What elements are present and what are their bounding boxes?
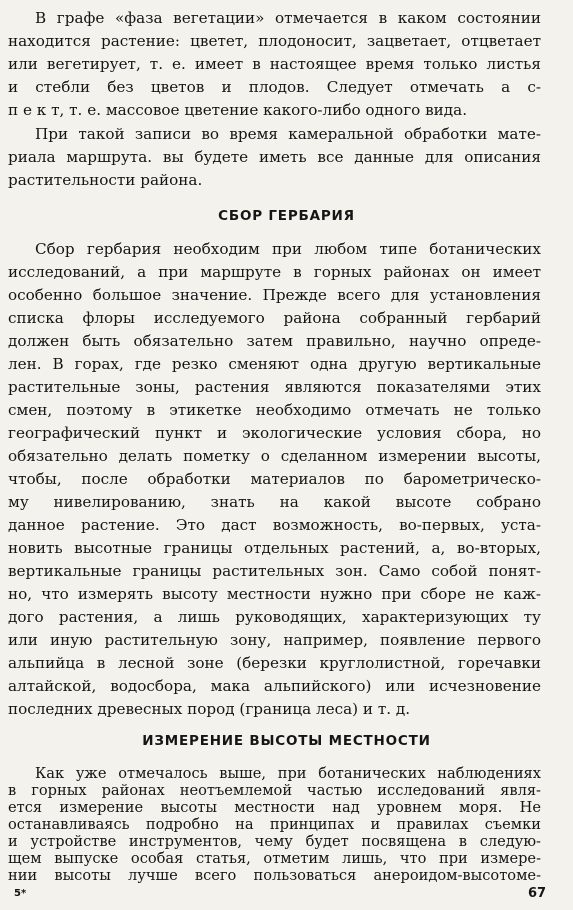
text-line: В графе «фаза вегетации» отмечается в каком состоянии [35,9,541,27]
text-line: нии высоты лучше всего пользоваться анероидом-высотоме- [8,867,541,884]
signature-mark: 5* [14,888,27,899]
text-line: и стебли без цветов и плодов. Следует отмечать а с- [8,78,541,96]
text-line: п е к т, т. е. массовое цветение какого-либо одного вида. [8,101,468,119]
text-line: лен. В горах, где резко сменяют одна другую вертикальные [8,355,541,373]
text-line: и устройстве инструментов, чему будет посвящена в следую- [8,833,541,850]
text-line: новить высотные границы отдельных растений, а, во-вторых, [8,539,541,557]
text-line: или вегетирует, т. е. имеет в настоящее время только листья [8,55,541,73]
text-line: растительные зоны, растения являются показателями этих [8,378,541,396]
section-heading-altitude-measurement: ИЗМЕРЕНИЕ ВЫСОТЫ МЕСТНОСТИ [142,733,431,749]
text-line: последних древесных пород (граница леса) и т. д. [8,700,411,718]
text-line: риала маршрута. вы будете иметь все данные для описания [8,148,541,166]
text-line: данное растение. Это даст возможность, во-первых, уста- [8,516,541,534]
text-line: растительности района. [8,171,203,189]
text-line: или иную растительную зону, например, появление первого [8,631,541,649]
text-line: географический пункт и экологические условия сбора, но [8,424,541,442]
text-line: альпийца в лесной зоне (березки круглолистной, горечавки [8,654,541,672]
text-line: останавливаясь подробно на принципах и правилах съемки [8,816,541,833]
text-line: щем выпуске особая статья, отметим лишь, что при измере- [8,850,541,867]
text-line: При такой записи во время камеральной обработки мате- [35,125,541,143]
text-line: Как уже отмечалось выше, при ботанических наблюдениях [35,765,541,782]
text-line: должен быть обязательно затем правильно, научно опреде- [8,332,541,350]
section-heading-herbarium: СБОР ГЕРБАРИЯ [218,208,355,224]
text-line: исследований, а при маршруте в горных районах он имеет [8,263,541,281]
text-line: особенно большое значение. Прежде всего для установления [8,286,541,304]
text-line: находится растение: цветет, плодоносит, зацветает, отцветает [8,32,541,50]
text-line: му нивелированию, знать на какой высоте собрано [8,493,541,511]
text-line: дого растения, а лишь руководящих, характеризующих ту [8,608,541,626]
text-line: списка флоры исследуемого района собранный гербарий [8,309,541,327]
text-line: Сбор гербария необходим при любом типе ботанических [35,240,541,258]
text-line: алтайской, водосбора, мака альпийского) или исчезновение [8,677,541,695]
text-line: обязательно делать пометку о сделанном измерении высоты, [8,447,541,465]
text-line: вертикальные границы растительных зон. Само собой понят- [8,562,541,580]
text-line: ется измерение высоты местности над уровнем моря. Не [8,799,541,816]
page-number: 67 [528,886,547,901]
text-line: чтобы, после обработки материалов по барометрическо- [8,470,541,488]
text-line: в горных районах неотъемлемой частью исследований явля- [8,782,541,799]
text-line: но, что измерять высоту местности нужно при сборе не каж- [8,585,541,603]
text-line: смен, поэтому в этикетке необходимо отмечать не только [8,401,541,419]
